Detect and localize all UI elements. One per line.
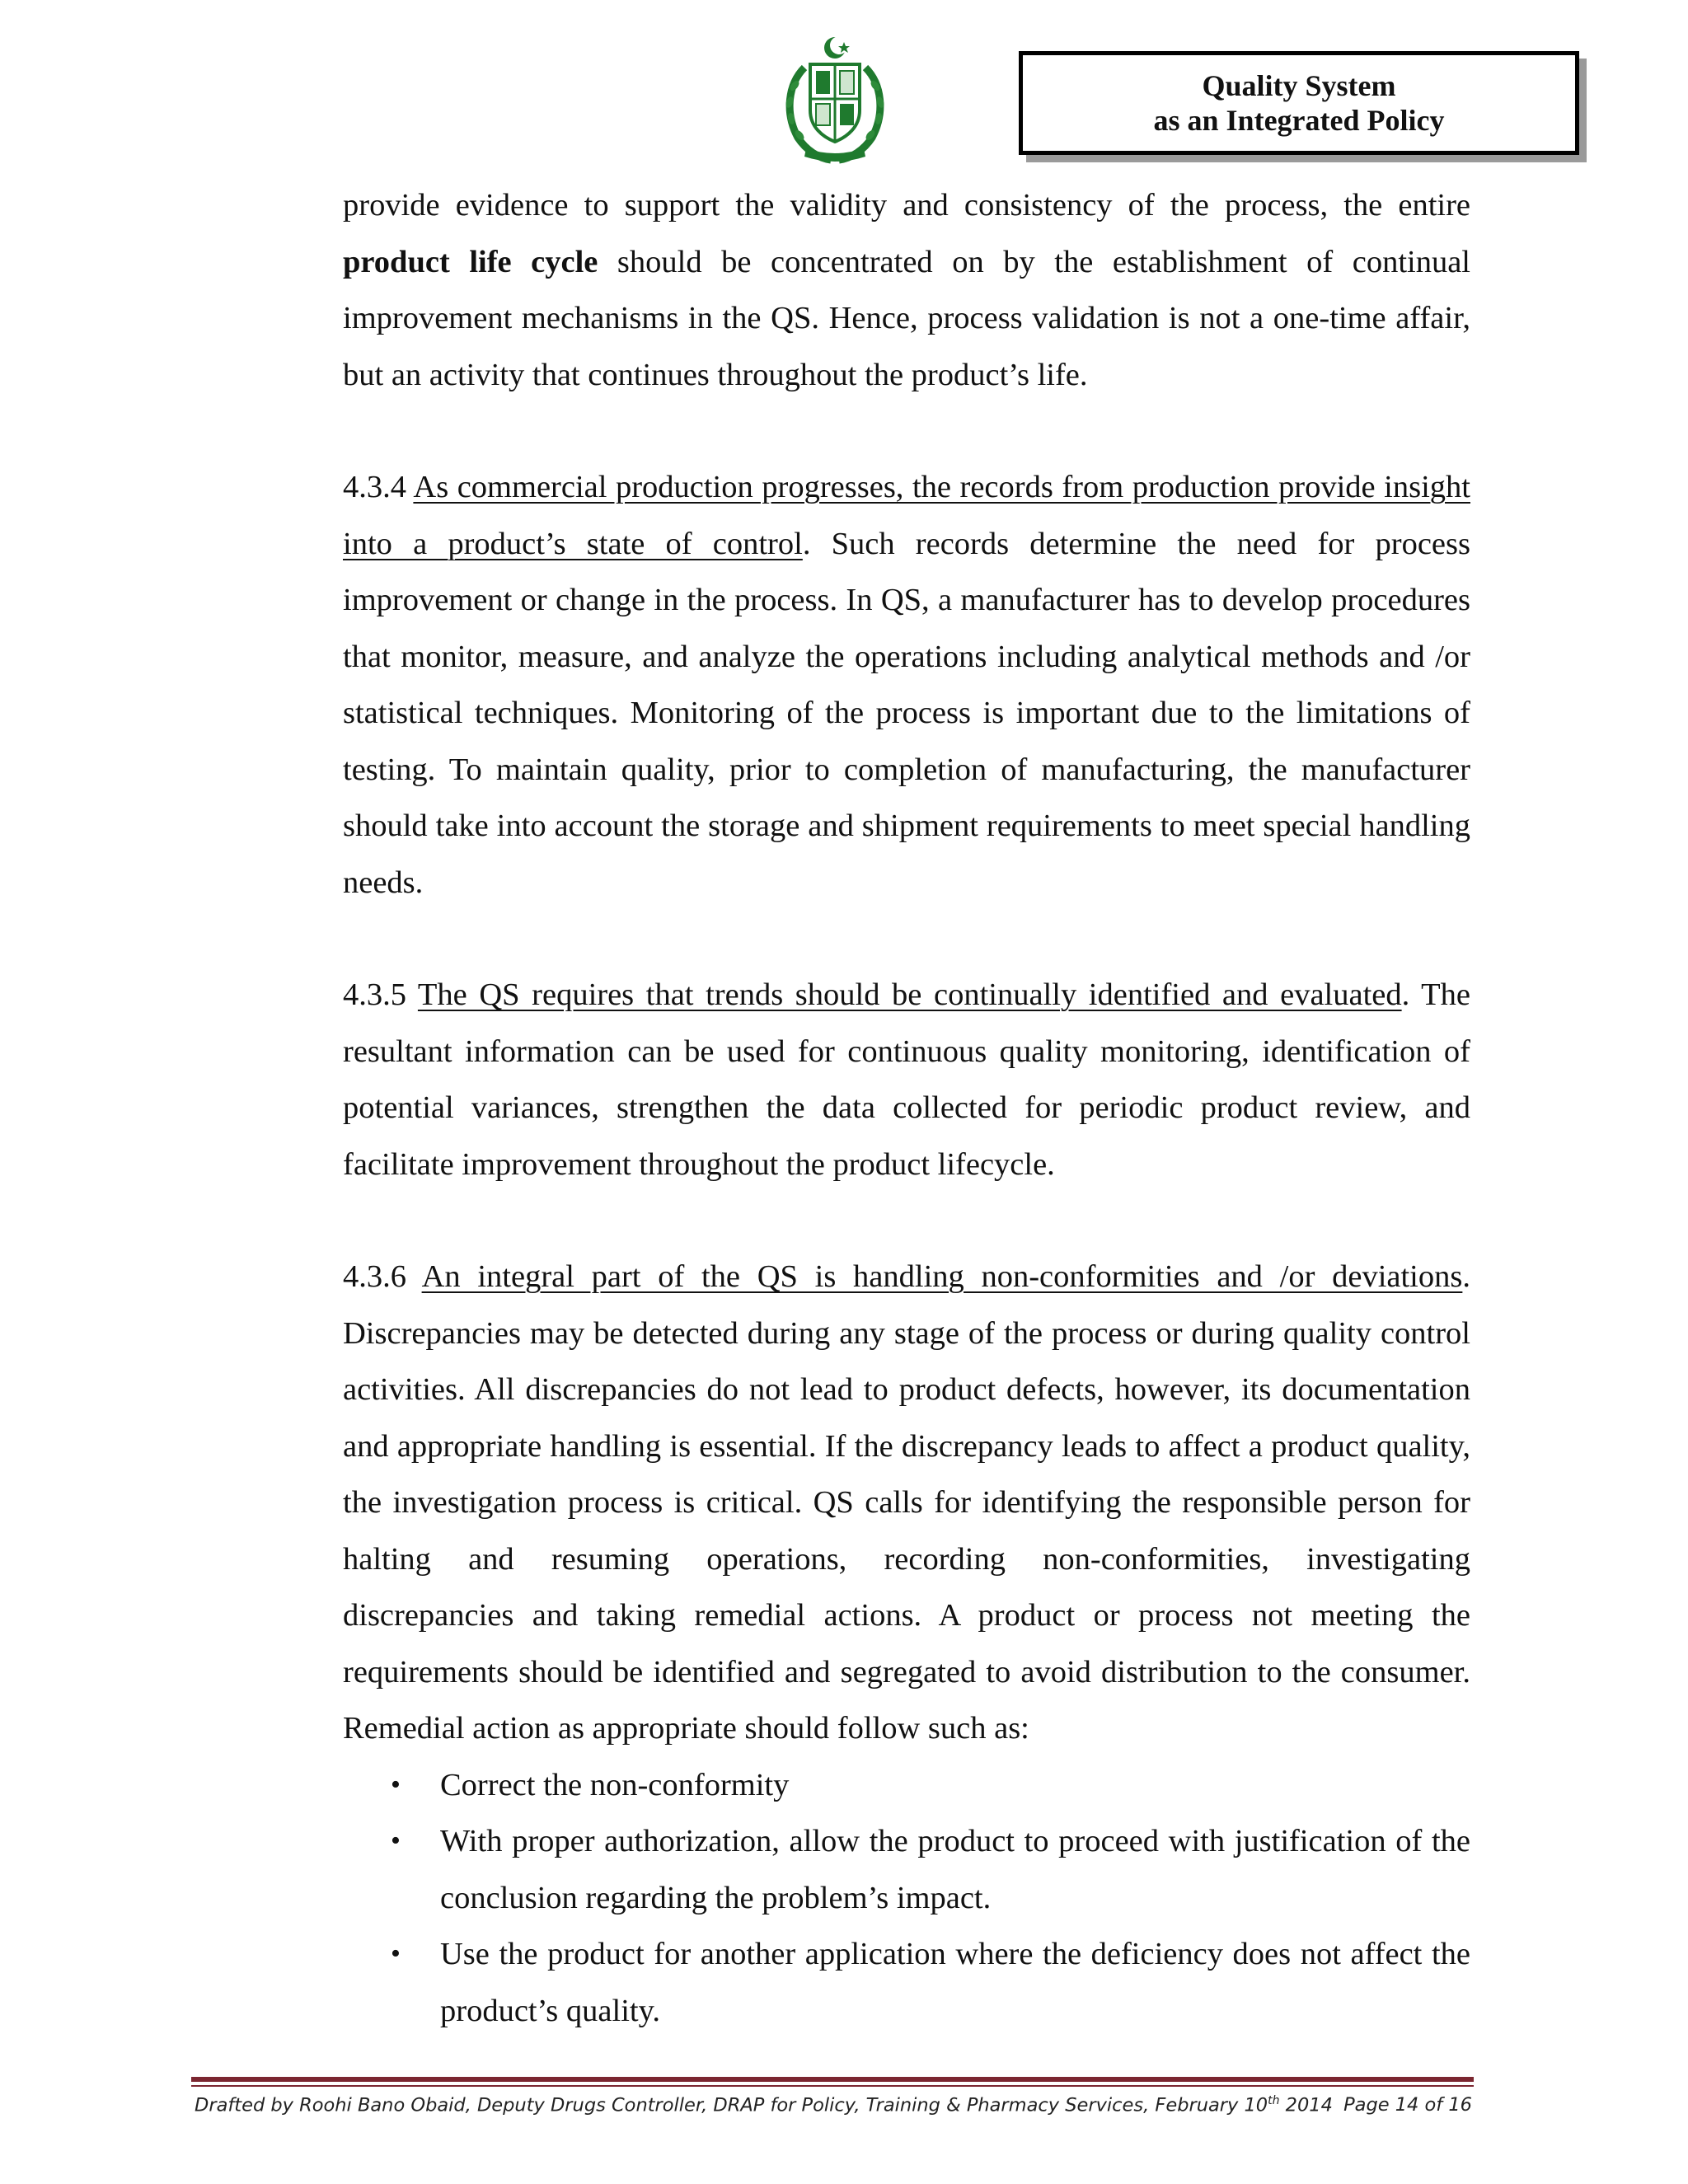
footer-drafted-text: Drafted by Roohi Bano Obaid, Deputy Drugs Controller, DRAP for Policy, Training & Pharmacy Services, February 10 [195, 2094, 1268, 2116]
section-4-3-4 [343, 459, 1470, 911]
page-footer [195, 2094, 1472, 2116]
footer-rule-thin [191, 2085, 1474, 2087]
section-text: . Such records determine the need for process improvement or change in the process. In QS, a manufacturer has to develop procedures that monitor, measure, and analyze the operations including analytical methods and /or statistical techniques. Monitoring of the process is important due to the limitations of testing. To maintain quality, prior to completion of manufacturing, the manufacturer should take into account the storage and shipment requirements to meet special handling needs. [343, 526, 1470, 900]
list-item [391, 1757, 1470, 1814]
remedial-actions-list [343, 1757, 1470, 2040]
section-number: 4.3.6 [343, 1259, 406, 1294]
footer-page-number: Page 14 of 16 [1343, 2094, 1472, 2116]
footer-year: 2014 [1279, 2094, 1333, 2116]
section-heading-underlined: As commercial production progresses, the records from production provide insight into a product’s state of control [343, 470, 1470, 561]
list-item-text: Correct the non-conformity [440, 1767, 790, 1802]
footer-date-suffix: th [1268, 2094, 1280, 2107]
list-item [391, 1813, 1470, 1926]
section-heading-underlined: The QS requires that trends should be continually identified and evaluated [417, 977, 1402, 1012]
section-text: . The resultant information can be used for continuous quality monitoring, identification of potential variances, strengthen the data collected for periodic product review, and facilitate improvement throughout the product lifecycle. [343, 977, 1470, 1182]
section-4-3-5 [343, 967, 1470, 1193]
title-line-1: Quality System [1202, 69, 1396, 102]
paragraph-intro [343, 177, 1470, 403]
bullet-icon: • [391, 1825, 401, 1856]
emblem-graphic [773, 35, 897, 166]
footer-rule-thick [191, 2077, 1474, 2082]
section-number: 4.3.4 [343, 470, 406, 504]
government-emblem-icon [773, 35, 897, 166]
intro-text-part2: should be concentrated on by the establishment of continual improvement mechanisms in the QS. Hence, process validation is not a one-time affair, but an activity that continues throughout the product’s life. [343, 244, 1470, 392]
document-title-box [1019, 51, 1579, 155]
list-item-text: Use the product for another application where the deficiency does not affect the product’s quality. [440, 1937, 1470, 2028]
list-item [391, 1926, 1470, 2039]
bullet-icon: • [391, 1938, 401, 1969]
document-body [343, 177, 1470, 2039]
list-item-text: With proper authorization, allow the product to proceed with justification of the conclusion regarding the problem’s impact. [440, 1824, 1470, 1915]
section-text: . Discrepancies may be detected during any stage of the process or during quality control activities. All discrepancies do not lead to product defects, however, its documentation and appropriate handling is essential. If the discrepancy leads to affect a product quality, the investigation process is critical. QS calls for identifying the responsible person for halting and resuming operations, recording non-conformities, investigating discrepancies and taking remedial actions. A product or process not meeting the requirements should be identified and segregated to avoid distribution to the consumer. Remedial action as appropriate should follow such as: [343, 1259, 1470, 1746]
section-heading-underlined: An integral part of the QS is handling non-conformities and /or deviations [421, 1259, 1463, 1294]
intro-bold-term: product life cycle [343, 244, 598, 279]
footer-drafted-by [195, 2094, 1333, 2116]
section-number: 4.3.5 [343, 977, 406, 1012]
bullet-icon: • [391, 1769, 401, 1800]
intro-text-part1: provide evidence to support the validity and consistency of the process, the entire [343, 188, 1470, 223]
section-4-3-6 [343, 1249, 1470, 1757]
title-line-2: as an Integrated Policy [1153, 104, 1445, 137]
